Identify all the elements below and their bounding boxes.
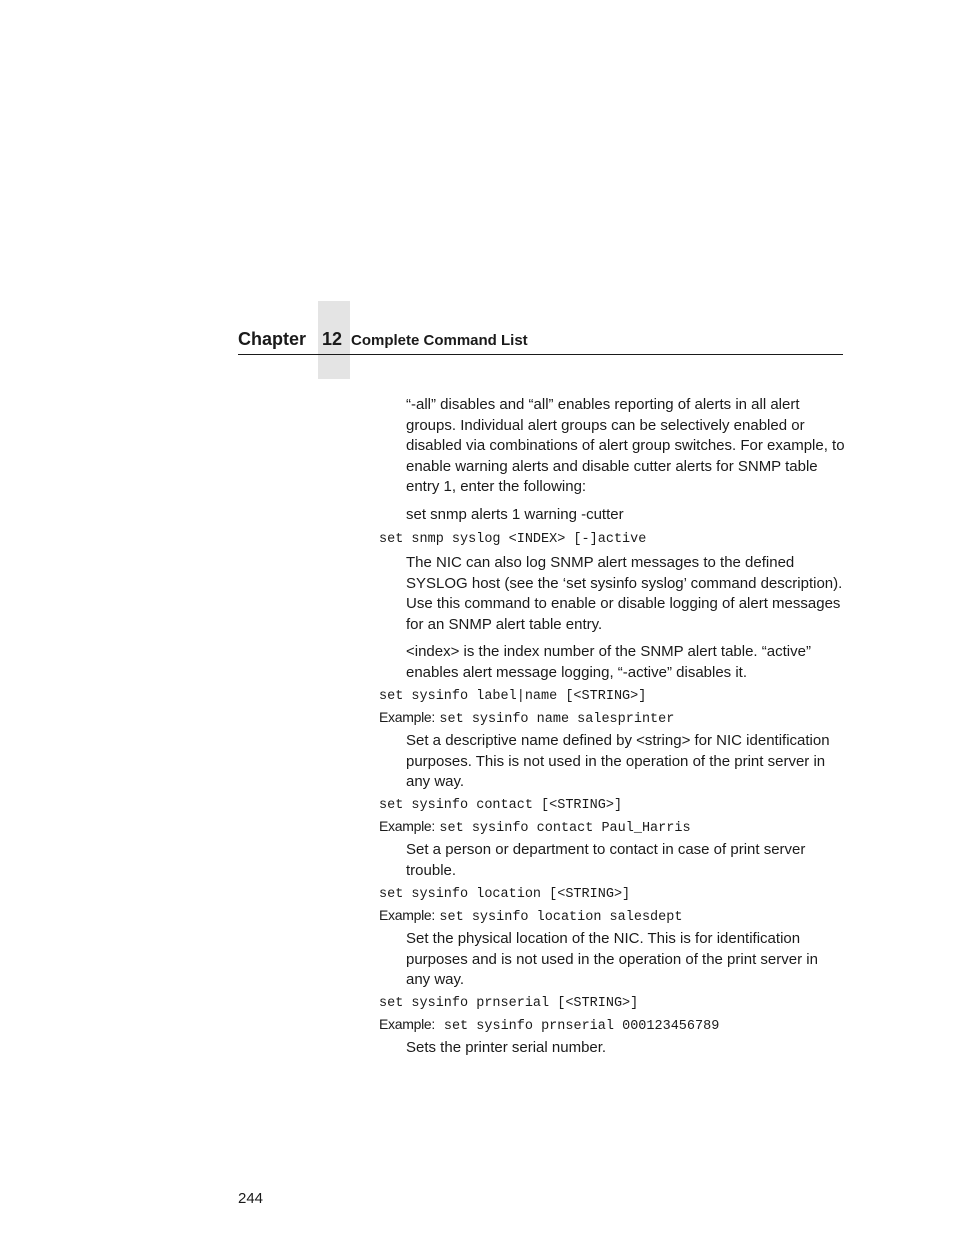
sysinfo-contact-example <box>379 817 691 838</box>
syslog-description: The NIC can also log SNMP alert messages to the defined SYSLOG host (see the ‘set sysinfo syslog’ command description). Use this command to enable or disable logging of alert messages for an SNMP alert table entry. <box>406 554 843 633</box>
chapter-label: Chapter <box>238 329 307 349</box>
example-command: set sysinfo name salesprinter <box>439 712 675 727</box>
page-number: 244 <box>238 1190 264 1207</box>
sysinfo-prnserial-command: set sysinfo prnserial [<STRING>] <box>379 996 639 1011</box>
example-command: set sysinfo contact Paul_Harris <box>439 821 691 836</box>
example-label: Example: <box>379 907 435 923</box>
example-command: set sysinfo location salesdept <box>439 910 683 925</box>
sysinfo-location-command: set sysinfo location [<STRING>] <box>379 887 631 902</box>
sysinfo-location-description: Set the physical location of the NIC. This is for identification purposes and is not used in the operation of the print server in any way. <box>406 930 818 988</box>
example-command: set sysinfo prnserial 000123456789 <box>443 1019 720 1034</box>
sysinfo-name-command: set sysinfo label|name [<STRING>] <box>379 689 647 704</box>
sysinfo-location-example <box>379 906 682 927</box>
header-rule <box>238 354 843 355</box>
example-label: Example: <box>379 818 435 834</box>
sysinfo-contact-command: set sysinfo contact [<STRING>] <box>379 798 623 813</box>
syslog-note: <index> is the index number of the SNMP alert table. “active” enables alert message logging, “-active” disables it. <box>406 643 811 681</box>
example-label: Example: <box>379 1016 435 1032</box>
intro-paragraph: “-all” disables and “all” enables reporting of alerts in all alert groups. Individual alert groups can be selectively enabled or disabled via combinations of alert group switches. For example, to enable warning alerts and disable cutter alerts for SNMP table entry 1, enter the following: <box>406 396 845 495</box>
example-label: Example: <box>379 709 435 725</box>
chapter-number: 12 <box>322 329 343 349</box>
sysinfo-contact-description: Set a person or department to contact in case of print server trouble. <box>406 841 806 879</box>
sysinfo-name-description: Set a descriptive name defined by <string> for NIC identification purposes. This is not used in the operation of the print server in any way. <box>406 732 830 790</box>
syslog-command: set snmp syslog <INDEX> [-]active <box>379 532 647 547</box>
sysinfo-name-example <box>379 708 674 729</box>
sysinfo-prnserial-example <box>379 1015 719 1036</box>
chapter-title: Complete Command List <box>351 332 528 349</box>
sysinfo-prnserial-description: Sets the printer serial number. <box>406 1039 607 1056</box>
intro-example: set snmp alerts 1 warning -cutter <box>406 506 624 523</box>
